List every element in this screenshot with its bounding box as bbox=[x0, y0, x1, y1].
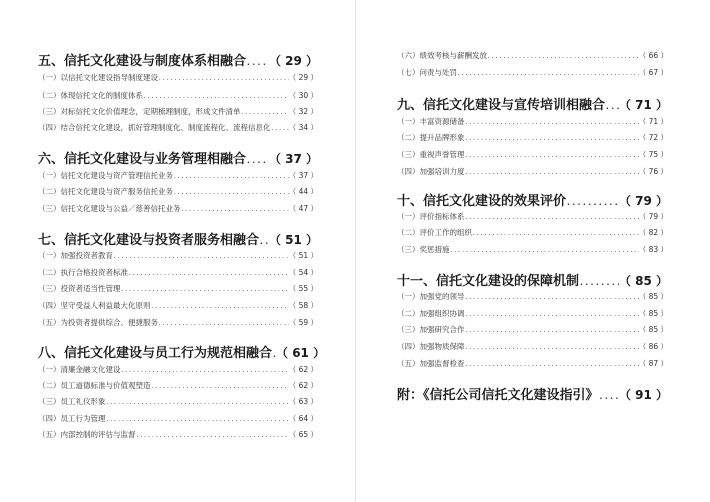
toc-item[interactable] bbox=[397, 358, 668, 369]
dot-leader bbox=[605, 102, 619, 111]
toc-item[interactable] bbox=[397, 166, 668, 177]
toc-item[interactable] bbox=[38, 186, 318, 197]
item-text: （三）加强研究合作 bbox=[397, 325, 465, 334]
section-page: （ 91 ） bbox=[618, 388, 668, 402]
toc-section-7[interactable] bbox=[38, 229, 318, 248]
item-text: （一）加强投资者教育 bbox=[38, 251, 113, 260]
dot-leader bbox=[465, 294, 639, 301]
dot-leader bbox=[113, 253, 289, 260]
dot-leader bbox=[465, 361, 639, 368]
item-page: （ 83 ） bbox=[638, 245, 668, 254]
toc-item[interactable] bbox=[397, 67, 668, 78]
item-page: （ 63 ） bbox=[288, 397, 318, 406]
toc-item[interactable] bbox=[38, 283, 318, 294]
item-text: （一）以信托文化建设指导制度建设 bbox=[38, 73, 158, 82]
toc-item[interactable] bbox=[38, 90, 318, 101]
section-page: （ 51 ） bbox=[268, 233, 318, 247]
item-page: （ 85 ） bbox=[638, 325, 668, 334]
item-page: （ 85 ） bbox=[638, 309, 668, 318]
item-text: （五）加强监督检查 bbox=[397, 359, 465, 368]
item-text: （二）员工道德标准与价值观塑造 bbox=[38, 381, 151, 390]
item-page: （ 71 ） bbox=[638, 117, 668, 126]
item-text: （七）问责与处罚 bbox=[397, 68, 457, 77]
item-page: （ 55 ） bbox=[288, 284, 318, 293]
item-text: （二）提升品牌形象 bbox=[397, 133, 465, 142]
item-page: （ 65 ） bbox=[288, 430, 318, 439]
item-page: （ 62 ） bbox=[288, 381, 318, 390]
dot-leader bbox=[246, 58, 269, 67]
dot-leader bbox=[465, 344, 639, 351]
item-page: （ 34 ） bbox=[288, 123, 318, 132]
toc-item[interactable] bbox=[38, 317, 318, 328]
item-page: （ 72 ） bbox=[638, 133, 668, 142]
item-page: （ 66 ） bbox=[638, 51, 668, 60]
toc-section-5[interactable] bbox=[38, 50, 318, 69]
dot-leader bbox=[173, 189, 289, 196]
toc-section-10[interactable] bbox=[397, 190, 668, 209]
dot-leader bbox=[121, 286, 289, 293]
toc-item[interactable] bbox=[397, 324, 668, 335]
section-page: （ 71 ） bbox=[618, 98, 668, 112]
section-page: （ 79 ） bbox=[618, 194, 668, 208]
item-text: （四）结合信托文化建设，抓好管理制度化、制度流程化、流程信息化 bbox=[38, 123, 271, 132]
toc-item[interactable] bbox=[38, 72, 318, 83]
item-text: （一）加强党的领导 bbox=[397, 292, 465, 301]
dot-leader bbox=[472, 230, 639, 237]
dot-leader bbox=[173, 173, 289, 180]
item-page: （ 32 ） bbox=[288, 107, 318, 116]
toc-item[interactable] bbox=[397, 149, 668, 160]
item-page: （ 87 ） bbox=[638, 359, 668, 368]
toc-section-8[interactable] bbox=[38, 342, 326, 361]
dot-leader bbox=[465, 169, 639, 176]
dot-leader bbox=[465, 214, 639, 221]
toc-item[interactable] bbox=[38, 396, 318, 407]
item-text: （三）奖惩措施 bbox=[397, 245, 450, 254]
toc-item[interactable] bbox=[38, 364, 318, 375]
section-page: （ 61 ） bbox=[276, 346, 326, 360]
toc-item[interactable] bbox=[397, 308, 668, 319]
dot-leader bbox=[465, 119, 639, 126]
item-page: （ 79 ） bbox=[638, 212, 668, 221]
item-text: （二）评价工作的组织 bbox=[397, 228, 472, 237]
item-text: （六）绩效考核与薪酬发放 bbox=[397, 51, 487, 60]
item-page: （ 37 ） bbox=[288, 171, 318, 180]
dot-leader bbox=[121, 367, 289, 374]
toc-item[interactable] bbox=[397, 50, 668, 61]
dot-leader bbox=[241, 109, 289, 116]
toc-item[interactable] bbox=[397, 132, 668, 143]
dot-leader bbox=[158, 320, 289, 327]
dot-leader bbox=[487, 53, 639, 60]
item-text: （三）重视声誉管理 bbox=[397, 150, 465, 159]
section-title: 九、信托文化建设与宣传培训相融合 bbox=[397, 98, 606, 113]
section-page: （ 29 ） bbox=[268, 54, 318, 68]
dot-leader bbox=[106, 399, 289, 406]
dot-leader bbox=[271, 125, 289, 132]
toc-item[interactable] bbox=[397, 116, 668, 127]
dot-leader bbox=[158, 75, 289, 82]
item-page: （ 47 ） bbox=[288, 204, 318, 213]
toc-section-11[interactable] bbox=[397, 270, 668, 289]
item-page: （ 62 ） bbox=[288, 365, 318, 374]
item-page: （ 85 ） bbox=[638, 292, 668, 301]
item-text: （五）内部控制的评估与监督 bbox=[38, 430, 136, 439]
toc-item[interactable] bbox=[38, 250, 318, 261]
item-page: （ 86 ） bbox=[638, 342, 668, 351]
toc-section-9[interactable] bbox=[397, 94, 668, 113]
toc-item[interactable] bbox=[397, 291, 668, 302]
item-text: （三）对标信托文化价值理念，定期梳理制度，形成文件清单 bbox=[38, 107, 241, 116]
dot-leader bbox=[136, 432, 289, 439]
section-title: 十、信托文化建设的效果评价 bbox=[397, 194, 567, 209]
item-text: （四）员工行为管理 bbox=[38, 414, 106, 423]
section-title: 六、信托文化建设与业务管理相融合 bbox=[38, 152, 247, 167]
item-text: （二）信托文化建设与资产服务信托业务 bbox=[38, 187, 173, 196]
dot-leader bbox=[465, 152, 639, 159]
section-title: 十一、信托文化建设的保障机制 bbox=[397, 274, 580, 289]
toc-item[interactable] bbox=[397, 244, 668, 255]
toc-item[interactable] bbox=[397, 227, 668, 238]
dot-leader bbox=[599, 392, 619, 401]
section-page: （ 85 ） bbox=[618, 274, 668, 288]
dot-leader bbox=[465, 311, 639, 318]
item-text: （二）加强组织协调 bbox=[397, 309, 465, 318]
item-text: （四）加强物质保障 bbox=[397, 342, 465, 351]
toc-item[interactable] bbox=[397, 211, 668, 222]
toc-appendix[interactable] bbox=[397, 384, 668, 403]
dot-leader bbox=[151, 303, 289, 310]
item-text: （四）加强培训力度 bbox=[397, 167, 465, 176]
toc-item[interactable] bbox=[38, 429, 318, 440]
dot-leader bbox=[457, 70, 639, 77]
toc-item[interactable] bbox=[38, 106, 318, 117]
item-text: （二）执行合格投资者标准 bbox=[38, 268, 128, 277]
item-page: （ 67 ） bbox=[638, 68, 668, 77]
item-page: （ 64 ） bbox=[288, 414, 318, 423]
toc-item[interactable] bbox=[38, 170, 318, 181]
item-page: （ 44 ） bbox=[288, 187, 318, 196]
toc-item[interactable] bbox=[38, 267, 318, 278]
section-title: 七、信托文化建设与投资者服务相融合 bbox=[38, 233, 260, 248]
item-text: （三）员工礼仪形象 bbox=[38, 397, 106, 406]
item-page: （ 54 ） bbox=[288, 268, 318, 277]
item-text: （三）信托文化建设与公益／慈善信托业务 bbox=[38, 204, 181, 213]
item-page: （ 82 ） bbox=[638, 228, 668, 237]
item-text: （一）信托文化建设与资产管理信托业务 bbox=[38, 171, 173, 180]
dot-leader bbox=[579, 278, 619, 287]
toc-item[interactable] bbox=[38, 300, 318, 311]
section-title: 五、信托文化建设与制度体系相融合 bbox=[38, 54, 247, 69]
item-page: （ 51 ） bbox=[288, 251, 318, 260]
dot-leader bbox=[128, 270, 289, 277]
item-text: （一）评价指标体系 bbox=[397, 212, 465, 221]
section-page: （ 37 ） bbox=[268, 152, 318, 166]
item-text: （一）清廉金融文化建设 bbox=[38, 365, 121, 374]
item-page: （ 59 ） bbox=[288, 318, 318, 327]
item-text: （三）投资者适当性管理 bbox=[38, 284, 121, 293]
section-title: 八、信托文化建设与员工行为规范相融合 bbox=[38, 346, 273, 361]
item-text: （一）丰富资源储备 bbox=[397, 117, 465, 126]
toc-item[interactable] bbox=[38, 380, 318, 391]
item-page: （ 29 ） bbox=[288, 73, 318, 82]
item-page: （ 58 ） bbox=[288, 301, 318, 310]
toc-item[interactable] bbox=[397, 341, 668, 352]
dot-leader bbox=[259, 237, 269, 246]
item-text: （四）坚守受益人利益最大化原则 bbox=[38, 301, 151, 310]
toc-item[interactable] bbox=[38, 203, 318, 214]
item-text: （二）体现信托文化的制度体系 bbox=[38, 91, 143, 100]
toc-section-6[interactable] bbox=[38, 148, 318, 167]
item-text: （五）为投资者提供综合、便捷服务 bbox=[38, 318, 158, 327]
dot-leader bbox=[181, 206, 289, 213]
dot-leader bbox=[246, 156, 269, 165]
item-page: （ 75 ） bbox=[638, 150, 668, 159]
dot-leader bbox=[143, 93, 289, 100]
toc-item[interactable] bbox=[38, 413, 318, 424]
dot-leader bbox=[465, 135, 639, 142]
dot-leader bbox=[151, 383, 289, 390]
item-page: （ 76 ） bbox=[638, 167, 668, 176]
dot-leader bbox=[450, 247, 639, 254]
toc-item[interactable] bbox=[38, 122, 318, 133]
dot-leader bbox=[106, 416, 289, 423]
section-title: 附：《信托公司信托文化建设指引》 bbox=[397, 388, 599, 403]
dot-leader bbox=[566, 198, 619, 207]
dot-leader bbox=[465, 327, 639, 334]
item-page: （ 30 ） bbox=[288, 91, 318, 100]
page-divider bbox=[355, 0, 356, 502]
